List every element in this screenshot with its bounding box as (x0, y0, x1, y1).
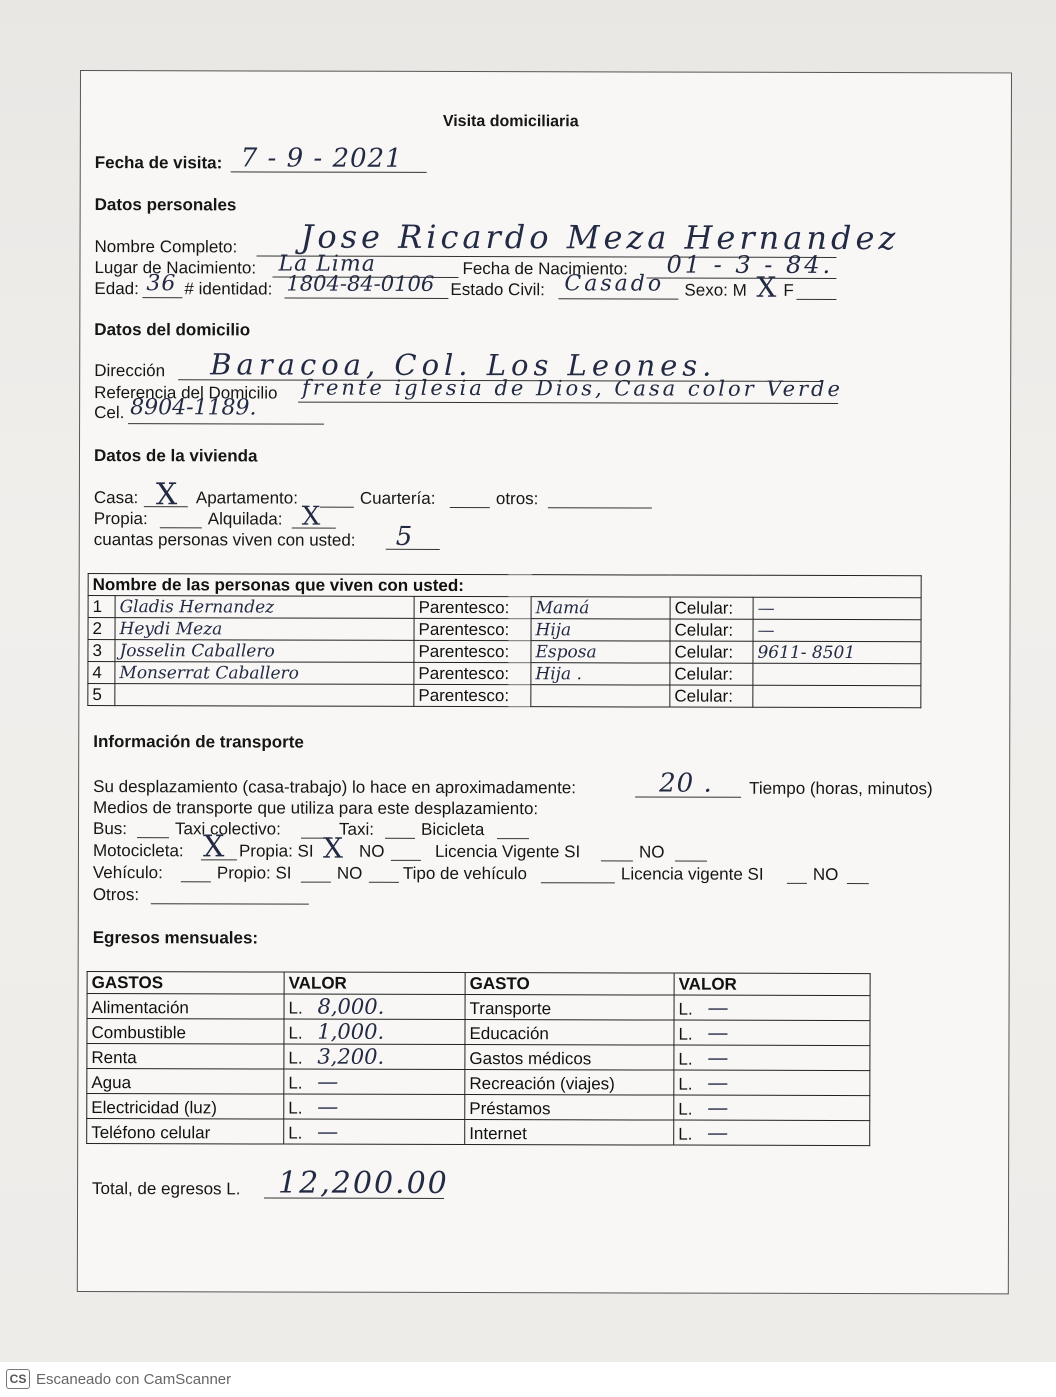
expense-right-value (674, 1120, 870, 1146)
expenses-col-gastos: GASTOS (87, 972, 284, 995)
expense-row (87, 994, 870, 1021)
resident-name: Monserrat Caballero (115, 662, 414, 685)
resident-name: Heydi Meza (115, 618, 414, 641)
form-title: Visita domiciliaria (442, 112, 579, 131)
taxi-label: Taxi: (338, 819, 375, 839)
resident-num: 4 (88, 662, 115, 684)
vehiculo-no-label: NO (336, 863, 363, 883)
expense-right-value (674, 1095, 870, 1121)
expenses-col-valor: VALOR (284, 972, 465, 994)
apartamento-label: Apartamento: (195, 488, 298, 508)
expense-row (87, 1019, 870, 1046)
expense-left-name: Teléfono celular (87, 1119, 284, 1145)
resident-row (88, 684, 921, 708)
vehiculo-propio-label: Propio: SI (216, 863, 292, 883)
expense-left-value (284, 1069, 465, 1094)
resident-num: 3 (88, 640, 115, 662)
residents-table (87, 573, 921, 708)
expense-left-amount: — (317, 1094, 339, 1119)
expense-left-name: Alimentación (87, 994, 284, 1020)
taxi-colectivo-label: Taxi colectivo: (174, 819, 281, 839)
expense-left-value (284, 1094, 465, 1119)
propia-si-label: Propia: SI (238, 841, 314, 861)
visit-date-label: Fecha de visita: (94, 153, 223, 173)
expense-left-name: Electricidad (luz) (87, 1094, 284, 1120)
resident-name: Gladis Hernandez (115, 596, 414, 619)
expense-row (87, 1069, 870, 1096)
birthdate-value: 01 - 3 - 84. (666, 250, 834, 279)
camscanner-text: Escaneado con CamScanner (36, 1371, 232, 1388)
resident-relation: Hija . (531, 663, 670, 685)
resident-celular-label: Celular: (670, 685, 753, 707)
resident-phone: — (753, 619, 921, 641)
resident-parentesco-label: Parentesco: (414, 596, 531, 618)
resident-phone (753, 685, 921, 707)
otros-label: otros: (495, 489, 539, 509)
phone-label: Cel. (94, 403, 125, 423)
licencia2-no-label: NO (812, 864, 839, 884)
resident-row (88, 618, 921, 642)
visit-date-value: 7 - 9 - 2021 (240, 143, 403, 174)
currency-label: L. (678, 1024, 693, 1044)
resident-celular-label: Celular: (670, 641, 753, 663)
currency-label: L. (288, 1098, 303, 1118)
currency-label: L. (288, 1023, 303, 1043)
birthdate-label: Fecha de Nacimiento: (462, 259, 628, 279)
expenses-table (86, 971, 870, 1146)
expense-left-value (284, 1119, 465, 1144)
expense-right-name: Préstamos (465, 1095, 674, 1121)
resident-celular-label: Celular: (670, 619, 753, 641)
resident-num: 5 (88, 684, 115, 706)
sex-mark: X (756, 270, 778, 304)
expense-right-value (674, 1020, 870, 1046)
currency-label: L. (678, 1124, 693, 1144)
resident-phone (753, 663, 921, 685)
residents-header: Nombre de las personas que viven con usted: (88, 574, 921, 598)
resident-parentesco-label: Parentesco: (414, 640, 531, 662)
resident-relation: Hija (531, 619, 670, 641)
expense-right-amount: — (707, 995, 729, 1020)
moto-label: Motocicleta: (92, 841, 184, 861)
expense-right-value (674, 1070, 870, 1096)
expense-right-name: Transporte (465, 995, 674, 1021)
casa-label: Casa: (93, 488, 139, 508)
currency-label: L. (678, 999, 693, 1019)
expenses-heading: Egresos mensuales: (92, 928, 259, 948)
resident-relation (531, 685, 670, 707)
transport-otros-label: Otros: (92, 885, 140, 905)
scanner-footer (0, 1362, 1056, 1397)
expense-right-amount: — (707, 1070, 729, 1095)
id-label: # identidad: (184, 279, 273, 299)
currency-label: L. (678, 1099, 693, 1119)
full-name-label: Nombre Completo: (94, 237, 238, 257)
commute-label: Su desplazamiento (casa-trabajo) lo hace en aproximadamente: (93, 777, 577, 798)
expense-right-value (674, 995, 870, 1021)
expense-left-amount: — (317, 1069, 339, 1094)
resident-row (88, 662, 921, 686)
expense-row (87, 1119, 870, 1146)
resident-row (88, 640, 921, 664)
resident-row (88, 596, 921, 620)
means-label: Medios de transporte que utiliza para este desplazamiento: (93, 798, 539, 819)
address-value: Baracoa, Col. Los Leones. (210, 347, 717, 383)
age-value: 36 (146, 271, 177, 297)
resident-parentesco-label: Parentesco: (414, 662, 531, 684)
currency-label: L. (288, 1048, 303, 1068)
expense-left-value (284, 1044, 465, 1069)
currency-label: L. (288, 1073, 303, 1093)
housing-heading: Datos de la vivienda (93, 446, 258, 466)
licencia-vigente-label: Licencia Vigente SI (434, 841, 581, 862)
personal-heading: Datos personales (94, 195, 237, 215)
expense-right-name: Gastos médicos (465, 1045, 674, 1071)
reference-value: frente iglesia de Dios, Casa color Verde (302, 375, 843, 401)
address-label: Dirección (94, 361, 166, 381)
civil-value: Casado (564, 271, 665, 297)
resident-phone: 9611- 8501 (753, 641, 921, 663)
expense-right-amount: — (707, 1020, 729, 1045)
currency-label: L. (288, 1123, 303, 1143)
expense-left-amount: 1,000. (317, 1019, 385, 1044)
currency-label: L. (678, 1049, 693, 1069)
sex-f-label: F (783, 280, 794, 300)
moto-no-label: NO (358, 841, 385, 861)
expense-left-amount: — (317, 1119, 339, 1144)
resident-celular-label: Celular: (670, 597, 753, 619)
expense-row (87, 1044, 870, 1071)
expense-right-amount: — (707, 1120, 729, 1145)
domicile-heading: Datos del domicilio (94, 320, 251, 340)
expense-left-name: Agua (87, 1069, 284, 1095)
currency-label: L. (678, 1074, 693, 1094)
expense-left-value (284, 994, 465, 1019)
full-name-value: Jose Ricardo Meza Hernandez (300, 217, 900, 258)
transport-heading: Información de transporte (93, 732, 304, 752)
birthplace-value: La Lima (278, 251, 376, 277)
expense-right-amount: — (707, 1045, 729, 1070)
casa-mark: X (155, 477, 179, 513)
expense-right-amount: — (707, 1095, 729, 1120)
currency-label: L. (288, 998, 303, 1018)
licencia-vigente2-label: Licencia vigente SI (620, 864, 764, 884)
persons-value: 5 (395, 521, 414, 552)
expense-left-value (284, 1019, 465, 1044)
expense-left-name: Combustible (87, 1019, 284, 1045)
alquilada-mark: X (301, 501, 322, 532)
persons-label: cuantas personas viven con usted: (93, 530, 356, 550)
civil-label: Estado Civil: (450, 279, 545, 300)
tipo-label: Tipo de vehículo (402, 863, 528, 884)
cuarteria-label: Cuartería: (359, 488, 436, 508)
alquilada-label: Alquilada: (207, 509, 283, 529)
resident-num: 1 (88, 596, 115, 618)
bus-label: Bus: (92, 819, 128, 839)
propia-label: Propia: (93, 509, 148, 529)
licencia-no-label: NO (638, 842, 665, 862)
moto-mark: X (202, 829, 226, 865)
expenses-col-gasto: GASTO (465, 973, 674, 996)
expenses-col-valor2: VALOR (674, 973, 870, 996)
resident-relation: Esposa (531, 641, 670, 663)
id-value: 1804-84-0106 (286, 271, 435, 296)
resident-parentesco-label: Parentesco: (414, 618, 531, 640)
expense-right-name: Educación (465, 1020, 674, 1046)
reference-label: Referencia del Domicilio (94, 383, 278, 403)
total-value: 12,200.00 (278, 1165, 449, 1201)
expense-left-amount: 8,000. (317, 994, 385, 1019)
bicicleta-label: Bicicleta (420, 819, 485, 840)
resident-parentesco-label: Parentesco: (414, 684, 531, 706)
expense-left-name: Renta (87, 1044, 284, 1070)
expense-left-amount: 3,200. (317, 1044, 385, 1069)
age-label: Edad: (94, 279, 139, 299)
commute-value: 20 . (659, 768, 713, 799)
resident-celular-label: Celular: (670, 663, 753, 685)
resident-relation: Mamá (531, 597, 670, 619)
commute-unit: Tiempo (horas, minutos) (749, 778, 933, 799)
resident-phone: — (753, 597, 921, 619)
propia-mark: X (322, 831, 344, 865)
resident-name (115, 684, 414, 707)
camscanner-logo-icon: CS (6, 1369, 30, 1389)
resident-name: Josselin Caballero (115, 640, 414, 663)
sex-label: Sexo: M (684, 280, 747, 300)
birthplace-label: Lugar de Nacimiento: (94, 258, 257, 278)
vehiculo-label: Vehículo: (92, 863, 163, 883)
form-sheet (77, 70, 1012, 1294)
expense-right-value (674, 1045, 870, 1071)
phone-value: 8904-1189. (130, 395, 257, 421)
expense-right-name: Internet (465, 1120, 674, 1146)
resident-num: 2 (88, 618, 115, 640)
expense-row (87, 1094, 870, 1121)
expense-right-name: Recreación (viajes) (465, 1070, 674, 1096)
total-label: Total, de egresos L. (92, 1179, 241, 1199)
